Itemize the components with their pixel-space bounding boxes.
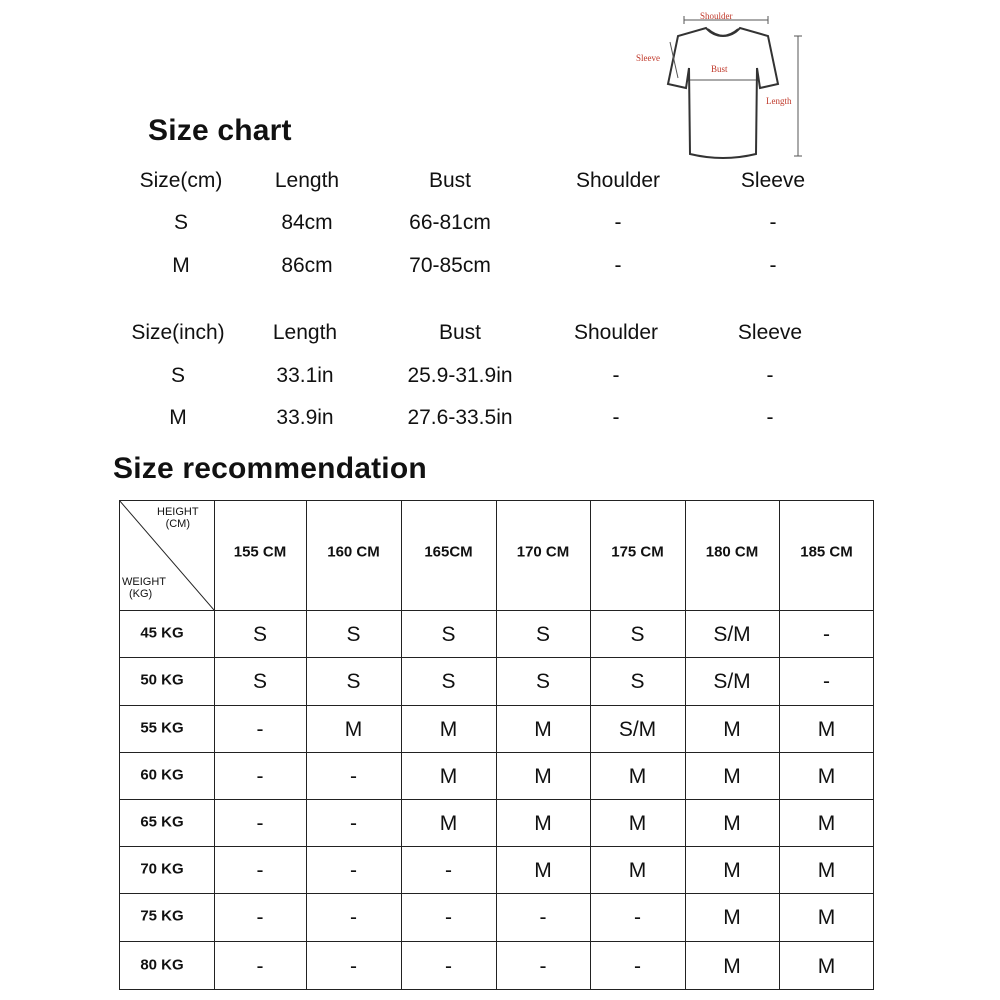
- diagram-bust-label: Bust: [711, 64, 728, 74]
- size-chart-cm-cell: -: [614, 254, 622, 277]
- grid-line-vertical: [306, 500, 307, 990]
- grid-line-horizontal: [119, 941, 874, 942]
- size-recommendation-cell: -: [256, 858, 264, 882]
- size-recommendation-cell: M: [817, 717, 836, 741]
- size-chart-cm-cell: 66-81cm: [409, 211, 491, 234]
- grid-line-vertical: [214, 500, 215, 990]
- size-recommendation-cell: S: [630, 622, 645, 646]
- size-recommendation-cell: M: [723, 954, 741, 978]
- size-recommendation-cell: M: [628, 811, 647, 835]
- size-recommendation-cell: -: [350, 954, 357, 978]
- size-chart-cm-cell: M: [172, 254, 190, 277]
- grid-line-horizontal: [119, 893, 874, 894]
- size-recommendation-cell: S/M: [713, 622, 751, 646]
- size-recommendation-cell: M: [439, 764, 458, 788]
- size-chart-inch-header-3: Shoulder: [573, 321, 659, 344]
- size-recommendation-cell: M: [817, 858, 836, 882]
- size-recommendation-cell: S: [630, 670, 645, 693]
- height-header: 175 CM: [611, 543, 664, 561]
- size-recommendation-cell: M: [439, 717, 458, 741]
- corner-height-unit: (CM): [165, 518, 190, 530]
- size-chart-inch-header-1: Length: [272, 321, 338, 344]
- height-header: 170 CM: [516, 543, 570, 561]
- grid-line-horizontal: [119, 610, 874, 611]
- size-recommendation-cell: M: [628, 858, 647, 882]
- size-chart-cm-header-4: Sleeve: [740, 169, 806, 192]
- size-chart-title: Size chart: [148, 114, 292, 147]
- size-recommendation-cell: -: [823, 622, 830, 646]
- size-recommendation-cell: M: [817, 764, 836, 788]
- size-recommendation-cell: S: [252, 670, 268, 693]
- size-recommendation-cell: -: [445, 858, 452, 882]
- size-recommendation-cell: M: [628, 764, 647, 788]
- height-header: 160 CM: [327, 543, 380, 561]
- corner-weight-text: WEIGHT: [122, 576, 166, 588]
- size-recommendation-cell: M: [817, 954, 836, 978]
- size-recommendation-cell: M: [344, 717, 363, 741]
- corner-height-label: [157, 506, 199, 530]
- tshirt-outline-icon: [628, 6, 808, 166]
- size-recommendation-cell: M: [723, 858, 741, 882]
- grid-line-horizontal: [119, 657, 874, 658]
- size-recommendation-cell: S: [252, 622, 268, 646]
- size-recommendation-cell: -: [634, 954, 641, 978]
- weight-row-label: 50 KG: [140, 671, 184, 689]
- grid-line-vertical: [590, 500, 591, 990]
- size-chart-cm-cell: -: [614, 211, 622, 234]
- size-recommendation-cell: M: [723, 764, 741, 788]
- size-recommendation-cell: -: [445, 906, 452, 929]
- diagram-sleeve-label: Sleeve: [636, 53, 660, 63]
- size-recommendation-cell: S: [346, 670, 361, 693]
- size-chart-inch-cell: M: [169, 406, 187, 429]
- size-recommendation-cell: -: [539, 906, 547, 929]
- weight-row-label: 45 KG: [140, 624, 184, 641]
- size-recommendation-cell: S: [346, 622, 361, 646]
- weight-row-label: 70 KG: [140, 860, 184, 877]
- size-chart-cm-header-0: Size(cm): [139, 169, 223, 192]
- size-recommendation-cell: -: [350, 764, 357, 788]
- size-recommendation-cell: M: [534, 764, 552, 788]
- size-recommendation-cell: M: [817, 811, 836, 835]
- grid-line-horizontal: [119, 989, 874, 990]
- size-recommendation-cell: S: [535, 622, 551, 646]
- grid-line-vertical: [496, 500, 497, 990]
- grid-line-horizontal: [119, 705, 874, 706]
- size-recommendation-cell: S: [441, 622, 456, 646]
- corner-height-text: HEIGHT: [157, 506, 199, 518]
- size-recommendation-cell: -: [256, 906, 264, 929]
- diagram-length-label: Length: [766, 96, 792, 106]
- grid-line-horizontal: [119, 500, 874, 501]
- size-recommendation-cell: M: [723, 811, 741, 835]
- weight-row-label: 80 KG: [140, 956, 184, 973]
- size-recommendation-cell: M: [534, 811, 552, 835]
- size-recommendation-cell: M: [534, 858, 552, 882]
- size-chart-cm-header-2: Bust: [428, 169, 472, 192]
- size-recommendation-cell: M: [723, 906, 741, 929]
- size-recommendation-cell: S/M: [618, 717, 657, 741]
- size-recommendation-cell: S: [535, 670, 551, 693]
- grid-line-horizontal: [119, 799, 874, 800]
- size-chart-inch-header-2: Bust: [438, 321, 482, 344]
- size-recommendation-cell: S: [441, 670, 456, 693]
- height-header: 185 CM: [800, 543, 853, 561]
- grid-line-vertical: [119, 500, 120, 990]
- size-chart-cm-cell: 84cm: [281, 211, 333, 234]
- size-recommendation-cell: -: [634, 906, 641, 929]
- size-chart-cm-cell: -: [769, 211, 777, 234]
- size-chart-inch-cell: -: [766, 364, 774, 387]
- size-chart-inch-cell: -: [612, 364, 620, 387]
- size-chart-cm-cell: -: [769, 254, 777, 277]
- size-recommendation-cell: -: [256, 954, 264, 978]
- height-header: 165CM: [424, 543, 473, 561]
- corner-weight-unit: (KG): [129, 588, 153, 600]
- size-chart-inch-cell: 33.1in: [276, 364, 334, 387]
- size-recommendation-cell: -: [256, 717, 264, 741]
- size-chart-inch-cell: S: [170, 364, 186, 387]
- size-chart-inch-cell: -: [766, 406, 774, 429]
- size-recommendation-cell: M: [439, 811, 458, 835]
- size-chart-inch-cell: 33.9in: [276, 406, 334, 429]
- size-recommendation-cell: -: [823, 670, 830, 693]
- size-recommendation-cell: -: [539, 954, 547, 978]
- corner-weight-label: [122, 576, 166, 600]
- size-chart-inch-cell: 27.6-33.5in: [407, 406, 513, 429]
- size-recommendation-cell: -: [350, 811, 357, 835]
- size-chart-inch-cell: 25.9-31.9in: [407, 364, 513, 387]
- weight-row-label: 55 KG: [140, 719, 184, 736]
- size-chart-cm-header-1: Length: [274, 169, 340, 192]
- grid-line-horizontal: [119, 846, 874, 847]
- size-chart-cm-cell: 70-85cm: [409, 254, 491, 277]
- size-recommendation-cell: M: [534, 717, 552, 741]
- height-header: 155 CM: [233, 543, 287, 561]
- size-chart-inch-header-4: Sleeve: [737, 321, 803, 344]
- size-recommendation-cell: M: [723, 717, 741, 741]
- weight-row-label: 65 KG: [140, 813, 184, 830]
- size-chart-cm-cell: 86cm: [281, 254, 333, 277]
- grid-line-vertical: [779, 500, 780, 990]
- weight-row-label: 75 KG: [140, 907, 184, 925]
- grid-line-horizontal: [119, 752, 874, 753]
- size-recommendation-cell: -: [350, 906, 357, 929]
- size-recommendation-cell: -: [350, 858, 357, 882]
- size-recommendation-table: [119, 500, 874, 990]
- size-chart-cm-cell: S: [173, 211, 189, 234]
- size-recommendation-cell: -: [445, 954, 452, 978]
- size-recommendation-cell: M: [817, 906, 836, 929]
- size-recommendation-title: Size recommendation: [113, 452, 427, 485]
- grid-line-vertical: [685, 500, 686, 990]
- size-recommendation-cell: -: [256, 764, 264, 788]
- size-recommendation-cell: -: [256, 811, 264, 835]
- size-chart-inch-cell: -: [612, 406, 620, 429]
- diagram-shoulder-label: Shoulder: [700, 11, 733, 21]
- height-header: 180 CM: [705, 543, 759, 561]
- size-chart-cm-header-3: Shoulder: [575, 169, 661, 192]
- grid-line-vertical: [401, 500, 402, 990]
- grid-line-vertical: [873, 500, 874, 990]
- size-recommendation-cell: S/M: [713, 670, 751, 693]
- size-chart-inch-header-0: Size(inch): [131, 321, 225, 344]
- weight-row-label: 60 KG: [140, 766, 184, 783]
